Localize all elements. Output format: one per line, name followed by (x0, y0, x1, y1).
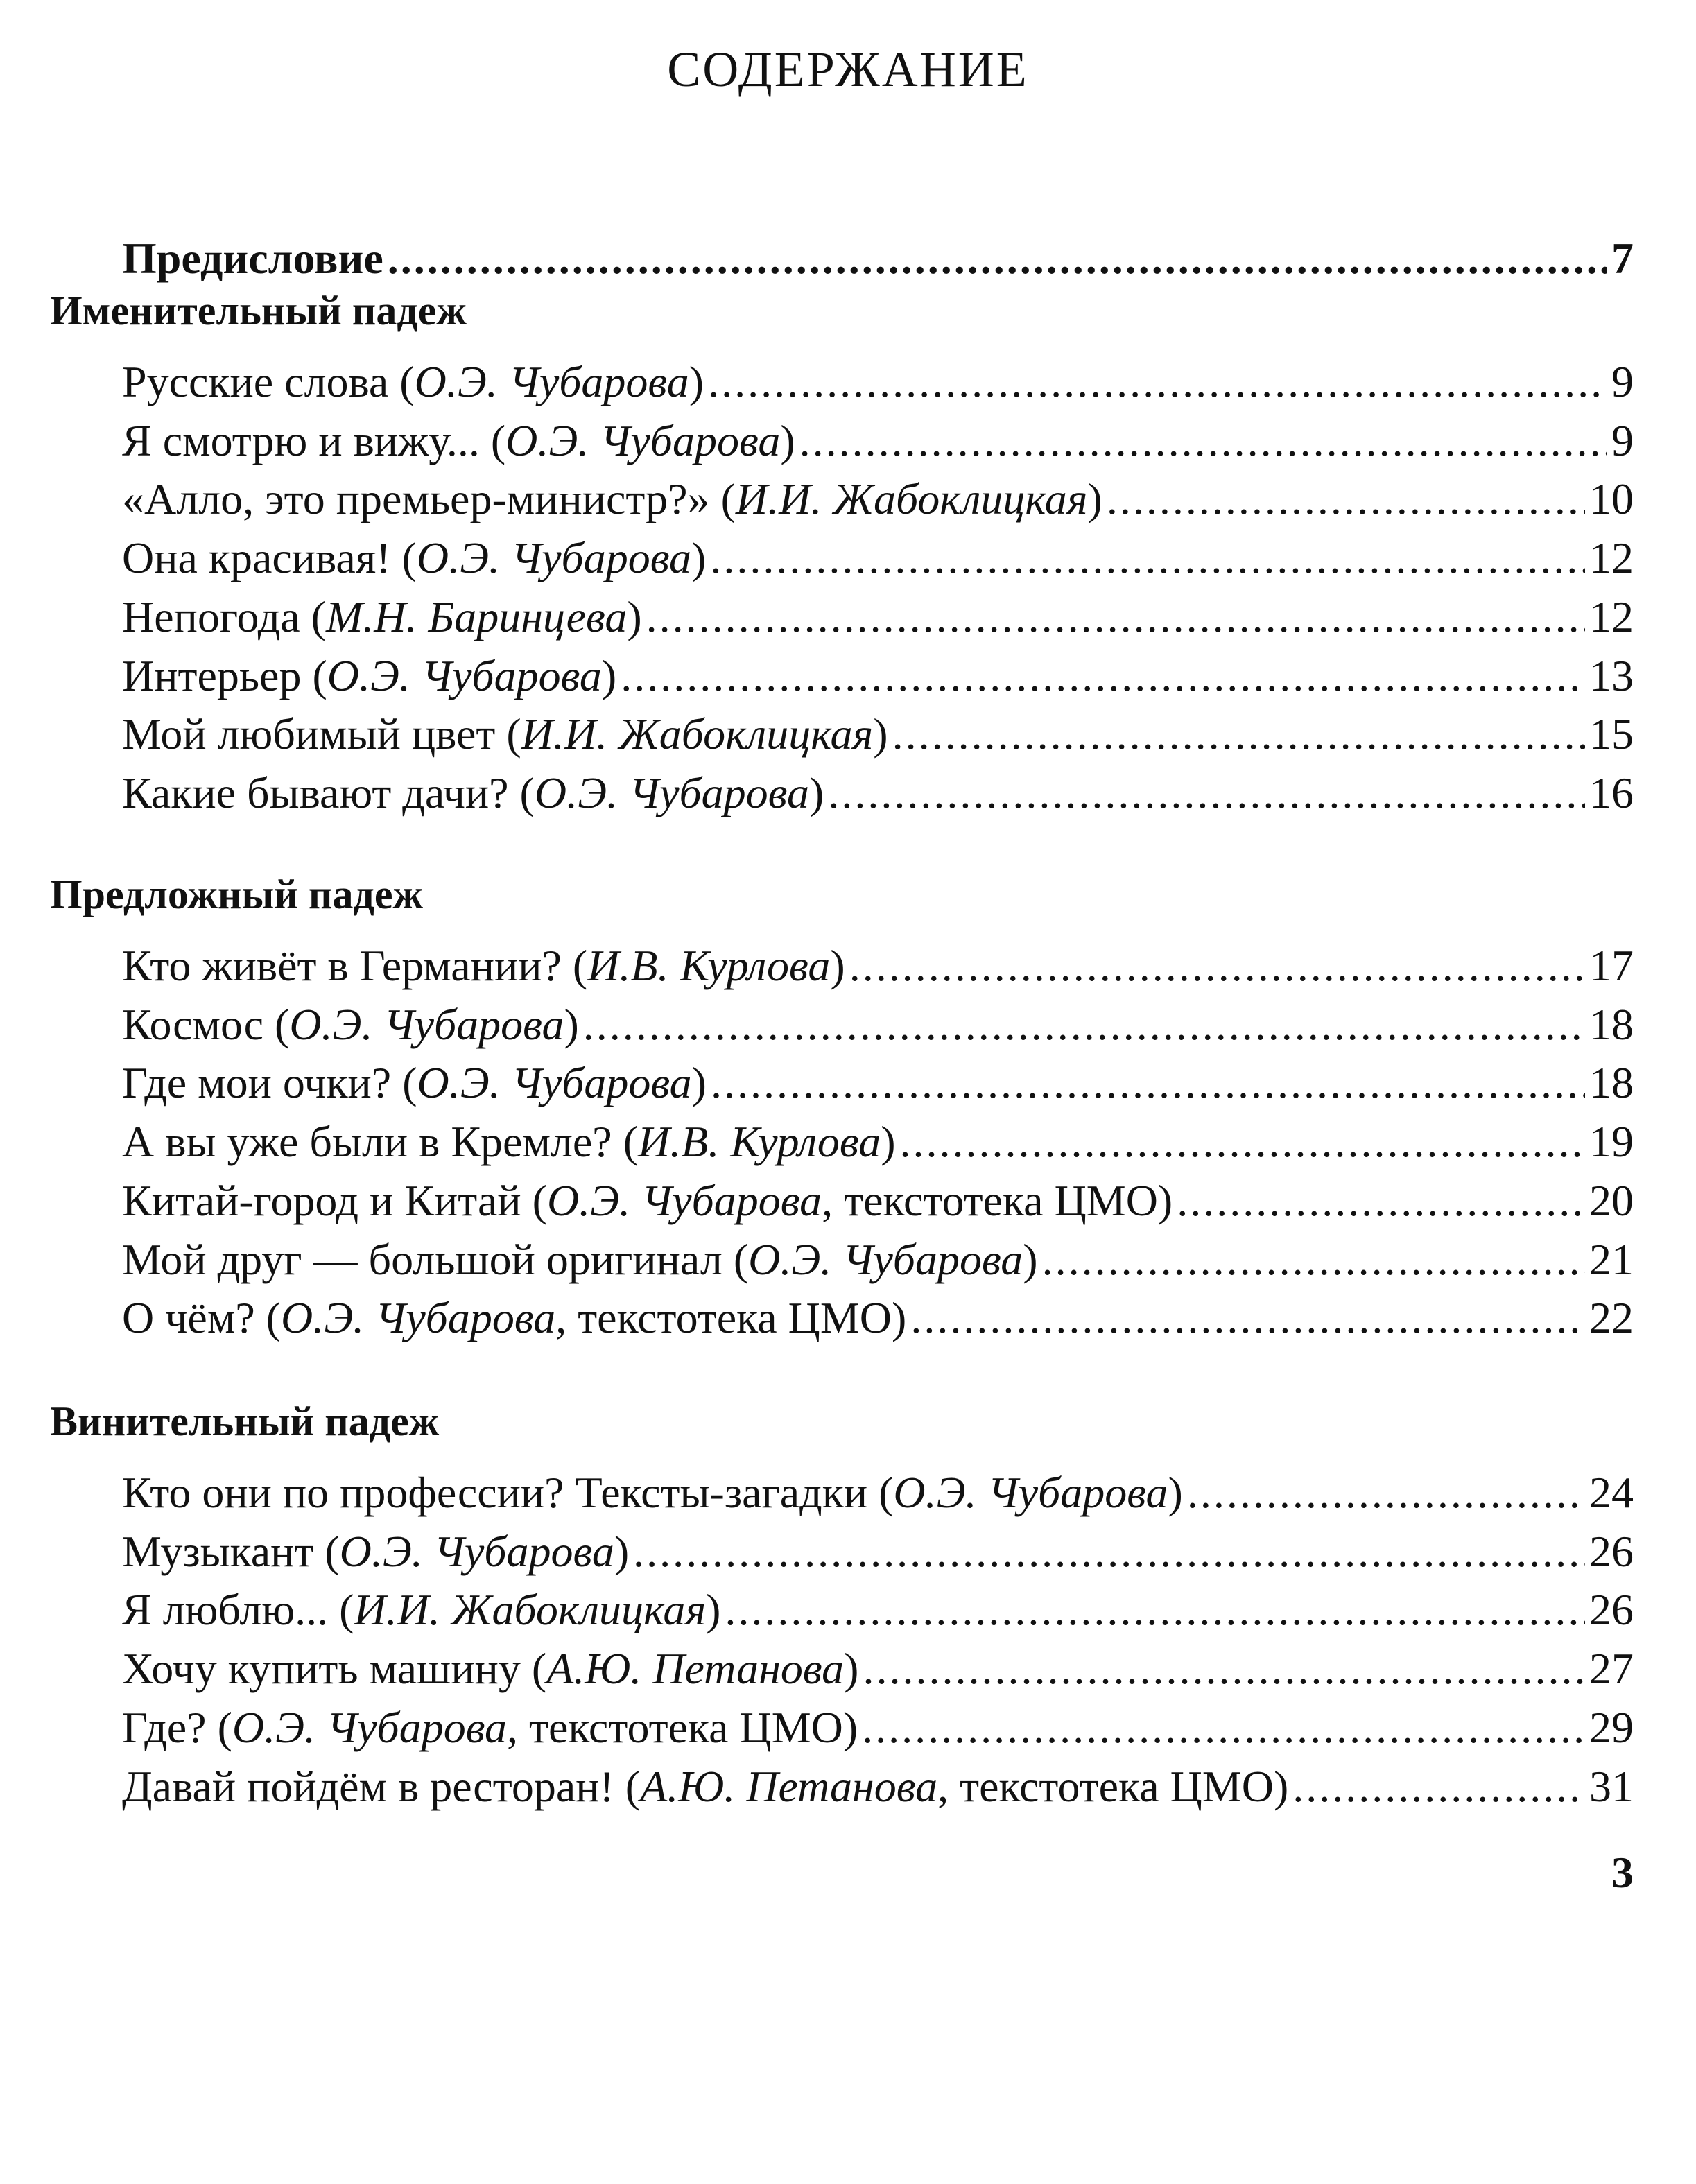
entry-author: И.И. Жабоклицкая (521, 709, 874, 759)
entry-page: 29 (1589, 1702, 1634, 1752)
entry-author: О.Э. Чубарова (281, 1293, 556, 1343)
entry-text: Она красивая! ( (122, 533, 417, 583)
entry-author: О.Э. Чубарова (546, 1175, 822, 1225)
section-heading: Предложный падеж (50, 872, 423, 917)
entry-title (122, 1463, 1183, 1523)
dot-leader (828, 763, 1585, 823)
dot-leader (892, 704, 1585, 764)
entry-title (122, 1580, 720, 1640)
entry-text-suffix: ) (691, 533, 707, 583)
section-heading: Винительный падеж (50, 1398, 440, 1444)
toc-entry (122, 1171, 1634, 1231)
entry-author: О.Э. Чубарова (414, 357, 689, 406)
dot-leader (1042, 1230, 1585, 1290)
toc-entry (122, 936, 1634, 996)
entry-author: О.Э. Чубарова (339, 1526, 614, 1576)
dot-leader (900, 1112, 1585, 1172)
toc-entry (122, 1580, 1634, 1640)
dot-leader (799, 411, 1607, 471)
entry-page: 27 (1589, 1644, 1634, 1694)
entry-page: 18 (1589, 999, 1634, 1049)
toc-entry (122, 528, 1634, 588)
entry-page: 19 (1589, 1117, 1634, 1167)
dot-leader (910, 1288, 1585, 1348)
entry-title (122, 411, 795, 471)
entry-author: А.Ю. Петанова (640, 1761, 938, 1811)
entry-text: Где? ( (122, 1702, 232, 1752)
entry-text-suffix: , текстотека ЦМО) (555, 1293, 907, 1343)
entry-text: Непогода ( (122, 591, 326, 641)
entry-title (122, 1698, 858, 1758)
entry-page: 9 (1611, 415, 1634, 465)
entry-author: О.Э. Чубарова (748, 1234, 1023, 1284)
entry-text-suffix: ) (873, 709, 888, 759)
toc-entry (122, 1639, 1634, 1699)
entry-author: И.И. Жабоклицкая (735, 474, 1088, 524)
entry-title (122, 1522, 629, 1581)
entry-author: О.Э. Чубарова (416, 533, 692, 583)
toc-entry (122, 995, 1634, 1055)
entry-page: 10 (1589, 474, 1634, 524)
entry-text: Я смотрю и вижу... ( (122, 415, 506, 465)
entry-title (122, 1639, 858, 1699)
entry-author: О.Э. Чубарова (289, 999, 564, 1049)
entry-page: 26 (1589, 1526, 1634, 1576)
section-heading: Именительный падеж (50, 288, 467, 333)
toc-entry (122, 1288, 1634, 1348)
dot-leader (708, 352, 1607, 412)
entry-title (122, 1171, 1173, 1231)
dot-leader (1177, 1171, 1585, 1231)
entry-title (122, 995, 579, 1055)
entry-title (122, 469, 1102, 529)
toc-entry (122, 587, 1634, 647)
entry-text: О чём? ( (122, 1293, 282, 1343)
toc-entry (122, 1757, 1634, 1817)
entry-title (122, 1230, 1038, 1290)
entry-text: Кто живёт в Германии? ( (122, 941, 588, 990)
entry-text-suffix: ) (780, 415, 795, 465)
toc-entry (122, 1112, 1634, 1172)
entry-text-suffix: ) (627, 591, 642, 641)
entry-page: 22 (1589, 1293, 1634, 1343)
entry-text-suffix: ) (614, 1526, 630, 1576)
entry-page: 18 (1589, 1058, 1634, 1108)
entry-text-suffix: ) (706, 1585, 721, 1635)
toc-entry-preface (122, 229, 1634, 288)
entry-author: М.Н. Баринцева (325, 591, 628, 641)
dot-leader (725, 1580, 1585, 1640)
entry-text-suffix: ) (1023, 1234, 1038, 1284)
toc-entry (122, 1522, 1634, 1581)
entry-page: 12 (1589, 591, 1634, 641)
entry-text-suffix: ) (844, 1644, 859, 1694)
entry-text: Китай-город и Китай ( (122, 1175, 547, 1225)
entry-page: 15 (1589, 709, 1634, 759)
entry-text-suffix: ) (601, 650, 617, 700)
dot-leader (1107, 469, 1585, 529)
entry-author: А.Ю. Петанова (546, 1644, 845, 1694)
entry-text-suffix: , текстотека ЦМО) (507, 1702, 858, 1752)
toc-entry (122, 411, 1634, 471)
dot-leader (388, 229, 1607, 288)
entry-page: 12 (1589, 533, 1634, 583)
entry-author: И.И. Жабоклицкая (354, 1585, 707, 1635)
entry-text-suffix: , текстотека ЦМО) (822, 1175, 1173, 1225)
toc-entry (122, 1053, 1634, 1113)
entry-page: 13 (1589, 650, 1634, 700)
entry-page: 26 (1589, 1585, 1634, 1635)
dot-leader (646, 587, 1585, 647)
entry-text: Мой любимый цвет ( (122, 709, 521, 759)
page-title: СОДЕРЖАНИЕ (667, 42, 1029, 97)
entry-text-suffix: ) (691, 1058, 707, 1108)
entry-text: Русские слова ( (122, 357, 415, 406)
page-number: 3 (1611, 1848, 1634, 1897)
toc-entry (122, 763, 1634, 823)
dot-leader (633, 1522, 1585, 1581)
entry-title (122, 936, 845, 996)
entry-page: 17 (1589, 941, 1634, 990)
entry-author: О.Э. Чубарова (232, 1702, 508, 1752)
entry-page: 31 (1589, 1761, 1634, 1811)
entry-page: 7 (1611, 234, 1634, 283)
toc-entry (122, 352, 1634, 412)
entry-title (122, 587, 642, 647)
entry-author: О.Э. Чубарова (505, 415, 781, 465)
entry-text-suffix: ) (564, 999, 579, 1049)
dot-leader (1187, 1463, 1585, 1523)
toc-entry (122, 704, 1634, 764)
entry-text: Мой друг — большой оригинал ( (122, 1234, 749, 1284)
entry-text: Давай пойдём в ресторан! ( (122, 1761, 641, 1811)
entry-text-suffix: ) (689, 357, 704, 406)
toc-entry (122, 1463, 1634, 1523)
entry-title (122, 1757, 1288, 1817)
dot-leader (583, 995, 1585, 1055)
dot-leader (621, 646, 1585, 706)
entry-text: Я люблю... ( (122, 1585, 354, 1635)
entry-text: А вы уже были в Кремле? ( (122, 1117, 638, 1167)
entry-title (122, 763, 824, 823)
entry-author: И.В. Курлова (587, 941, 831, 990)
entry-author: О.Э. Чубарова (417, 1058, 692, 1108)
dot-leader (711, 1053, 1585, 1113)
entry-text: Музыкант ( (122, 1526, 340, 1576)
entry-text: Хочу купить машину ( (122, 1644, 547, 1694)
entry-text: Где мои очки? ( (122, 1058, 417, 1108)
entry-text-suffix: ) (830, 941, 845, 990)
toc-entry (122, 646, 1634, 706)
entry-page: 20 (1589, 1175, 1634, 1225)
entry-text: «Алло, это премьер-министр?» ( (122, 474, 736, 524)
dot-leader (849, 936, 1585, 996)
entry-page: 16 (1589, 768, 1634, 817)
entry-author: И.В. Курлова (638, 1117, 881, 1167)
dot-leader (862, 1698, 1585, 1758)
entry-author: О.Э. Чубарова (534, 768, 809, 817)
entry-title: Предисловие (122, 234, 383, 283)
entry-text: Интерьер ( (122, 650, 327, 700)
entry-text-suffix: ) (1168, 1468, 1183, 1517)
entry-page: 9 (1611, 357, 1634, 406)
entry-title (122, 528, 706, 588)
entry-title (122, 1053, 707, 1113)
toc-entry (122, 1230, 1634, 1290)
entry-title (122, 1288, 906, 1348)
entry-text-suffix: ) (881, 1117, 896, 1167)
entry-text: Космос ( (122, 999, 290, 1049)
dot-leader (863, 1639, 1585, 1699)
entry-text-suffix: ) (1087, 474, 1102, 524)
entry-author: О.Э. Чубарова (327, 650, 602, 700)
dot-leader (1292, 1757, 1585, 1817)
entry-text-suffix: , текстотека ЦМО) (937, 1761, 1289, 1811)
entry-text: Какие бывают дачи? ( (122, 768, 535, 817)
entry-title (122, 352, 704, 412)
entry-text-suffix: ) (809, 768, 824, 817)
entry-page: 21 (1589, 1234, 1634, 1284)
entry-title (122, 1112, 896, 1172)
dot-leader (710, 528, 1585, 588)
entry-title (122, 646, 616, 706)
entry-page: 24 (1589, 1468, 1634, 1517)
entry-author: О.Э. Чубарова (893, 1468, 1168, 1517)
entry-text: Кто они по профессии? Тексты-загадки ( (122, 1468, 894, 1517)
entry-title (122, 704, 888, 764)
toc-entry (122, 1698, 1634, 1758)
toc-entry (122, 469, 1634, 529)
